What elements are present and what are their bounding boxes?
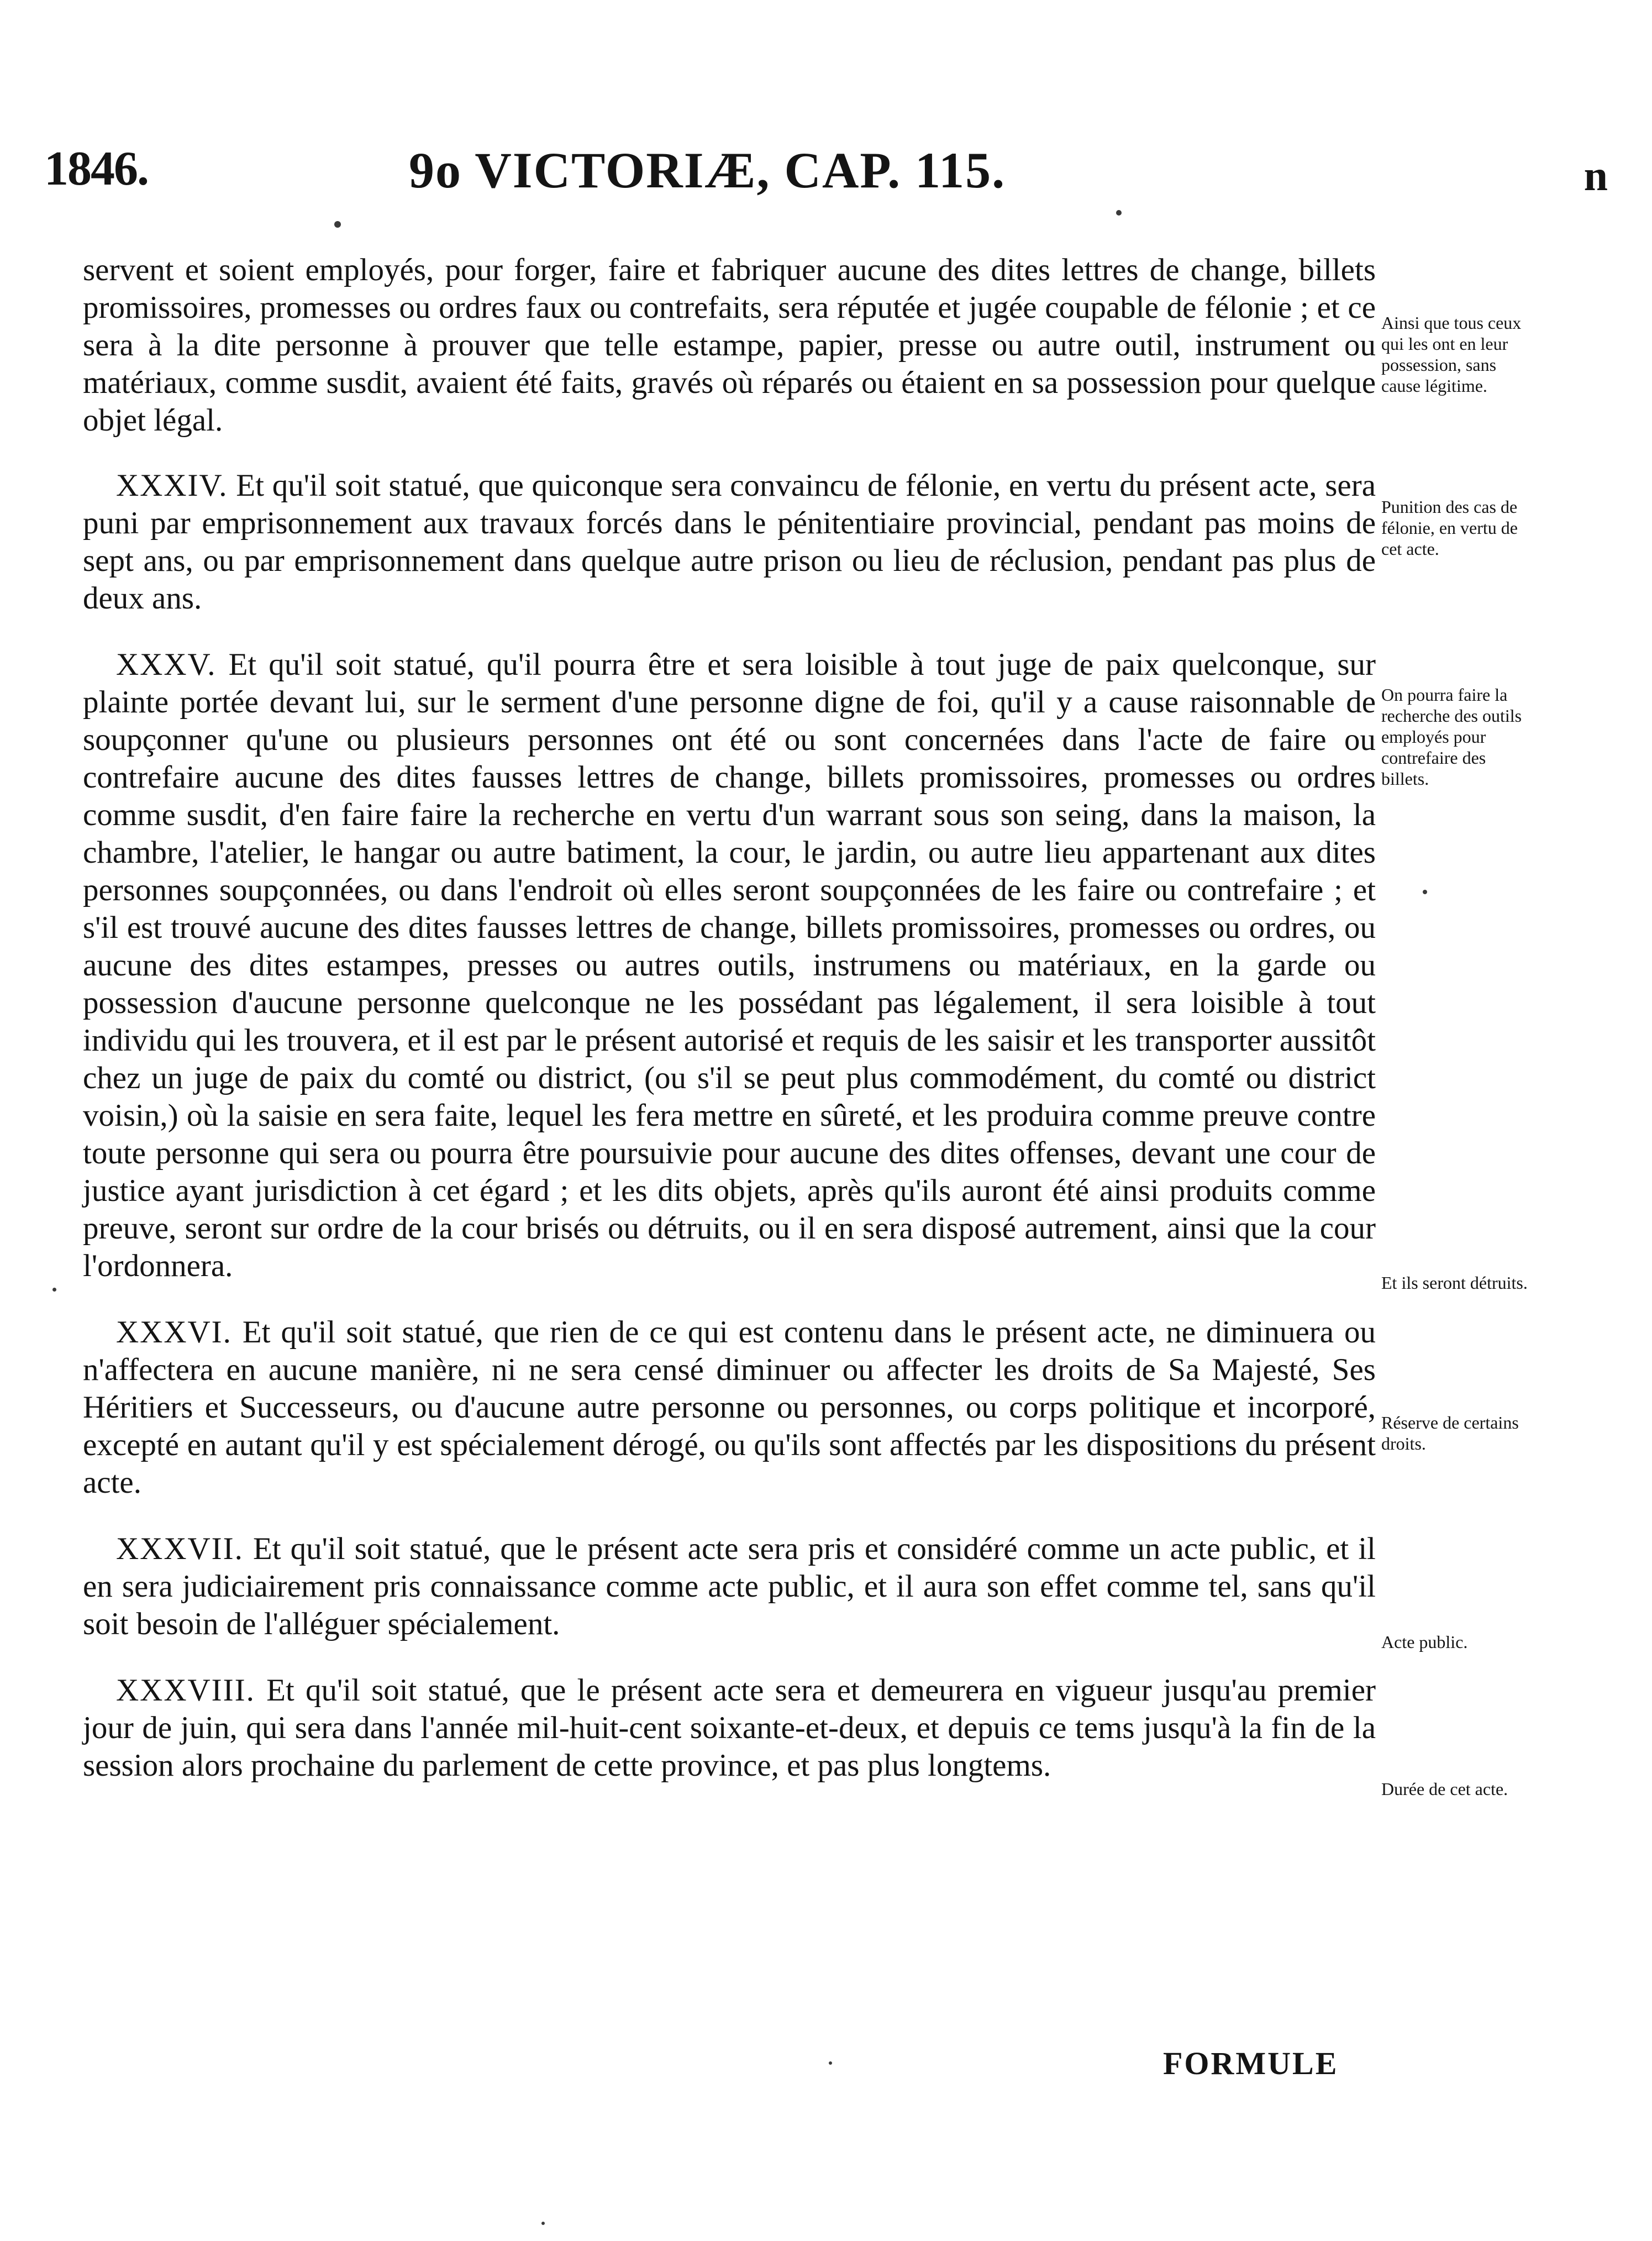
marginal-note: Réserve de certains droits. <box>1381 1413 1519 1453</box>
paragraph-text: Et qu'il soit statué, qu'il pourra être et sera loisible à tout juge de paix quelconque, sur plainte portée devant lui, sur le serment d'une personne digne de foi, qu'il y a cause raisonnable de soupçonner qu'une ou plusieurs personnes ont été ou sont concernées dans l'acte de faire ou contrefaire aucune des dites fausses lettres de change, billets promissoires, promesses ou ordres comme susdit, d'en faire faire la recherche en vertu d'un warrant sous son seing, dans la maison, la chambre, l'atelier, le hangar ou autre batiment, la cour, le jardin, ou autre lieu appartenant aux dites personnes soupçonnées, ou dans l'endroit où elles seront soupçonnées de les faire ou contrefaire ; et s'il est trouvé aucune des dites fausses lettres de change, billets promissoires, promesses ou ordres, ou aucune des dites estampes, presses ou autres outils, instrumens ou matériaux, en la garde ou possession d'aucune personne quelconque ne les possédant pas légalement, il sera loisible à tout individu qui les trouvera, et il est par le présent autorisé et requis de les saisir et les transporter aussitôt chez un juge de paix du comté ou district, (ou s'il se peut plus commodément, du comté ou district voisin,) où la saisie en sera faite, lequel les fera mettre en sûreté, et les produira comme preuve contre toute personne qui sera ou pourra être poursuivie pour aucune des dites offenses, devant une cour de justice ayant jurisdiction à cet égard ; et les dits objets, après qu'ils auront été ainsi produits comme preuve, seront sur ordre de la cour brisés ou détruits, ou il en sera disposé autrement, ainsi que la cour l'ordonnera. <box>83 647 1376 1283</box>
ink-speck <box>334 221 341 228</box>
section-number: XXXVI. <box>116 1315 232 1350</box>
catchword: FORMULE <box>1163 2045 1339 2081</box>
header-year: 1846. <box>44 142 148 196</box>
paragraph-text: servent et soient employés, pour forger, faire et fabriquer aucune des dites lettres de change, billets promissoires, promesses ou ordres faux ou contrefaits, sera réputée et jugée coupable de félonie ; et ce sera à la dite personne à prouver que telle estampe, papier, presse ou autre outil, instrument ou matériaux, comme susdit, avaient été faits, gravés où réparés ou étaient en sa possession pour quelque objet légal. <box>83 253 1376 438</box>
section-xxxvi <box>83 1314 1376 1502</box>
section-xxxviii <box>83 1672 1376 1785</box>
ink-speck <box>541 2222 545 2225</box>
header-chapter-title: 9o VICTORIÆ, CAP. 115. <box>409 142 1006 198</box>
ink-speck <box>1423 890 1427 894</box>
section-number: XXXIV. <box>116 468 228 503</box>
section-xxxv <box>83 646 1376 1285</box>
marginal-note: On pourra faire la recherche des outils employés pour contrefaire des billets. <box>1381 685 1522 789</box>
paragraph-text: Et qu'il soit statué, que rien de ce qui est contenu dans le présent acte, ne diminuera ou n'affectera en aucune manière, ni ne sera censé diminuer ou affecter les droits de Sa Majesté, Ses Héritiers et Successeurs, ou d'aucune autre personne ou personnes, ou corps politique et incorporé, excepté en autant qu'il y est spécialement dérogé, ou qu'ils sont affectés par les dispositions du présent acte. <box>83 1315 1376 1500</box>
marginal-note: Ainsi que tous ceux qui les ont en leur possession, sans cause légitime. <box>1381 313 1522 396</box>
paragraph-text: Et qu'il soit statué, que le présent acte sera et demeurera en vigueur jusqu'au premier jour de juin, qui sera dans l'année mil-huit-cent soixante-et-deux, et depuis ce tems jusqu'à la fin de la session alors prochaine du parlement de cette province, et pas plus longtems. <box>83 1673 1376 1783</box>
continued-paragraph <box>83 251 1376 439</box>
paragraph-text: Et qu'il soit statué, que quiconque sera convaincu de félonie, en vertu du présent acte, sera puni par emprisonnement aux travaux forcés dans le pénitentiaire provincial, pendant pas moins de sept ans, ou par emprisonnement dans quelque autre prison ou lieu de réclusion, pendant pas plus de deux ans. <box>83 468 1376 616</box>
ink-speck <box>1116 210 1122 216</box>
page-folio: n <box>1583 151 1608 200</box>
statute-body <box>83 251 1376 1813</box>
ink-speck <box>52 1288 56 1292</box>
section-xxxiv <box>83 467 1376 617</box>
section-number: XXXV. <box>116 647 217 682</box>
marginal-note: Acte public. <box>1381 1632 1468 1652</box>
paragraph-text: Et qu'il soit statué, que le présent acte sera pris et considéré comme un acte public, et il en sera judiciairement pris connaissance comme acte public, et il aura son effet comme tel, sans qu'il soit besoin de l'alléguer spécialement. <box>83 1531 1376 1641</box>
section-xxxvii <box>83 1530 1376 1643</box>
running-header <box>44 141 1608 202</box>
section-number: XXXVIII. <box>116 1673 255 1708</box>
marginal-note: Punition des cas de félonie, en vertu de cet acte. <box>1381 497 1518 559</box>
marginal-note: Durée de cet acte. <box>1381 1779 1508 1799</box>
ink-speck <box>829 2061 832 2065</box>
marginal-note: Et ils seront détruits. <box>1381 1273 1528 1293</box>
section-number: XXXVII. <box>116 1531 244 1566</box>
